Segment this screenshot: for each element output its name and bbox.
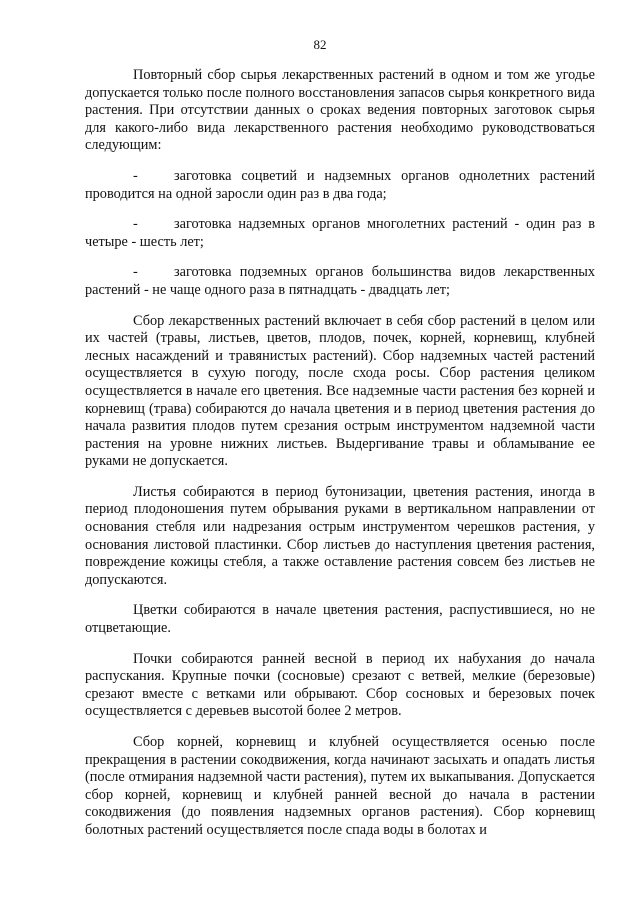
list-item	[85, 216, 595, 251]
paragraph-leaves: Листья собираются в период бутонизации, цветения растения, иногда в период плодоношения путем обрывания руками в вертикальном направлении от основания стебля или надрезания острым инструментом черешков растения, у основания листовой пластинки. Сбор листьев до наступления цветения растения, повреждение кожицы стебля, а также оставление растения совсем без листьев не допускаются.	[85, 483, 595, 588]
list-item	[85, 264, 595, 299]
document-body	[85, 67, 595, 853]
list-item-text: заготовка надземных органов многолетних растений - один раз в четыре - шесть лет;	[85, 216, 595, 250]
paragraph-roots: Сбор корней, корневищ и клубней осуществляется осенью после прекращения в растении сокодвижения, когда начинают засыхать и опадать листья (после отмирания надземной части растения), путем их выкапывания. Допускается сбор корней, корневищ и клубней ранней весной до начала в растении сокодвижения (до появления надземных органов растения). Сбор корневищ болотных растений осуществляется после спада воды в болотах и	[85, 734, 595, 838]
list-dash: -	[133, 216, 138, 233]
list-dash: -	[133, 264, 138, 281]
list-item	[85, 168, 595, 203]
list-item-text: заготовка подземных органов большинства видов лекарственных растений - не чаще одного раза в пятнадцать - двадцать лет;	[85, 264, 595, 298]
list-item-text: заготовка соцветий и надземных органов однолетних растений проводится на одной заросли один раз в два года;	[85, 167, 595, 202]
paragraph-buds: Почки собираются ранней весной в период их набухания до начала распускания. Крупные почки (сосновые) срезают с ветвей, мелкие (березовые) срезают вместе с ветками или обрывают. Сбор сосновых и березовых почек осуществляется с деревьев высотой более 2 метров.	[85, 650, 595, 720]
page-number: 82	[313, 37, 327, 52]
list-dash: -	[133, 167, 138, 184]
paragraph-collection-general: Сбор лекарственных растений включает в себя сбор растений в целом или их частей (травы, листьев, цветов, плодов, почек, корней, корневищ, клубней лесных насаждений и травянистых растений). Сбор надземных частей растений осуществляется в сухую погоду, после схода росы. Сбор растения целиком осуществляется в начале его цветения. Все надземные части растения без корней и корневищ (трава) собираются до начала цветения и в период цветения растения до начала развития плодов путем срезания острым инструментом надземной части растения на уровне нижних листьев. Выдергивание травы и обламывание ее руками не допускается.	[85, 312, 595, 470]
paragraph-repeat-harvest: Повторный сбор сырья лекарственных растений в одном и том же угодье допускается только после полного восстановления запасов сырья конкретного вида растения. При отсутствии данных о сроках ведения повторных заготовок сырья для какого-либо вида лекарственного растения необходимо руководствоваться следующим:	[85, 67, 595, 154]
paragraph-flowers: Цветки собираются в начале цветения растения, распустившиеся, но не отцветающие.	[85, 602, 595, 637]
